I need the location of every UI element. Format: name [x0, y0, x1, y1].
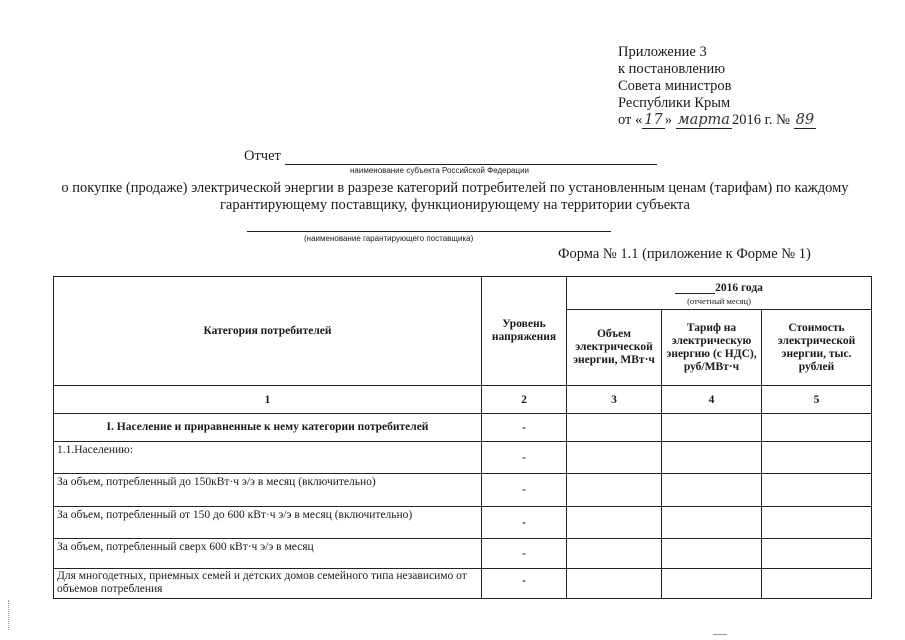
col-number-5: 5: [762, 386, 872, 414]
row-cost-cell: [762, 474, 872, 507]
row-cost-cell: [762, 507, 872, 539]
row-volume-cell: [567, 507, 662, 539]
header-cost: Стоимость электрической энергии, тыс. рублей: [762, 310, 872, 386]
date-day: 17: [644, 112, 663, 128]
row-cost-cell: [762, 442, 872, 474]
table-row: [54, 569, 872, 599]
form-label: Форма № 1.1 (приложение к Форме № 1): [558, 246, 811, 262]
row-volume-cell: [567, 539, 662, 569]
appendix-line-2: к постановлению: [618, 61, 726, 77]
header-volume: Объем электрической энергии, МВт·ч: [567, 310, 662, 386]
row-tariff-cell: [662, 569, 762, 599]
header-period: [567, 277, 872, 310]
row-voltage: -: [482, 442, 567, 474]
entity-caption: наименование субъекта Российской Федерации: [350, 166, 530, 175]
date-number: 89: [795, 112, 815, 128]
appendix-block: [618, 44, 816, 129]
column-number-row: [54, 386, 872, 414]
date-month: марта: [677, 112, 730, 128]
row-cost-cell: [762, 539, 872, 569]
row-tariff-cell: [662, 539, 762, 569]
supplier-caption: (наименование гарантирующего поставщика): [304, 234, 474, 243]
table-row: [54, 414, 872, 442]
row-label: За объем, потребленный до 150кВт·ч э/э в месяц (включительно): [54, 474, 482, 507]
date-year: 2016 г. №: [731, 112, 790, 128]
supplier-blank-line: [247, 230, 611, 232]
row-label: За объем, потребленный от 150 до 600 кВт·ч э/э в месяц (включительно): [54, 507, 482, 539]
table-row: [54, 474, 872, 507]
table-row: [54, 442, 872, 474]
appendix-date-line: [618, 112, 816, 129]
row-voltage: -: [482, 507, 567, 539]
row-tariff-cell: [662, 474, 762, 507]
period-blank-line: [675, 283, 715, 294]
row-label: 1.1.Населению:: [54, 442, 482, 474]
row-label: За объем, потребленный сверх 600 кВт·ч э/э в месяц: [54, 539, 482, 569]
header-voltage: Уровень напряжения: [482, 277, 567, 386]
report-title-line: [244, 148, 657, 165]
entity-blank-line: [285, 150, 657, 165]
row-tariff-cell: [662, 414, 762, 442]
report-subtitle: о покупке (продаже) электрической энергии в разрезе категорий потребителей по установленным ценам (тарифам) по каждому гарантирующему поставщику, функционирующему на территории субъекта: [61, 180, 849, 213]
header-tariff: Тариф на электрическую энергию (с НДС), руб/МВт·ч: [662, 310, 762, 386]
col-number-3: 3: [567, 386, 662, 414]
row-volume-cell: [567, 414, 662, 442]
col-number-1: 1: [54, 386, 482, 414]
report-table: [53, 276, 872, 599]
row-voltage: -: [482, 569, 567, 599]
row-cost-cell: [762, 414, 872, 442]
row-label: Для многодетных, приемных семей и детских домов семейного типа независимо от объемов потребления: [54, 569, 482, 599]
table-row: [54, 507, 872, 539]
appendix-line-3: Совета министров: [618, 78, 732, 94]
row-tariff-cell: [662, 442, 762, 474]
header-category: Категория потребителей: [54, 277, 482, 386]
row-volume-cell: [567, 442, 662, 474]
appendix-line-4: Республики Крым: [618, 95, 731, 111]
col-number-4: 4: [662, 386, 762, 414]
date-mid: »: [664, 112, 672, 128]
report-label: Отчет: [244, 148, 281, 164]
row-voltage: -: [482, 414, 567, 442]
row-voltage: -: [482, 474, 567, 507]
date-prefix: от «: [618, 112, 643, 128]
row-cost-cell: [762, 569, 872, 599]
period-year: 2016 года: [715, 281, 763, 294]
period-caption: (отчетный месяц): [687, 295, 751, 306]
row-tariff-cell: [662, 507, 762, 539]
row-voltage: -: [482, 539, 567, 569]
col-number-2: 2: [482, 386, 567, 414]
row-volume-cell: [567, 474, 662, 507]
row-volume-cell: [567, 569, 662, 599]
scan-margin-mark: [8, 600, 10, 630]
row-label: I. Население и приравненные к нему категории потребителей: [54, 414, 482, 442]
appendix-line-1: Приложение 3: [618, 44, 707, 60]
table-row: [54, 539, 872, 569]
scan-bottom-mark: [713, 633, 727, 635]
